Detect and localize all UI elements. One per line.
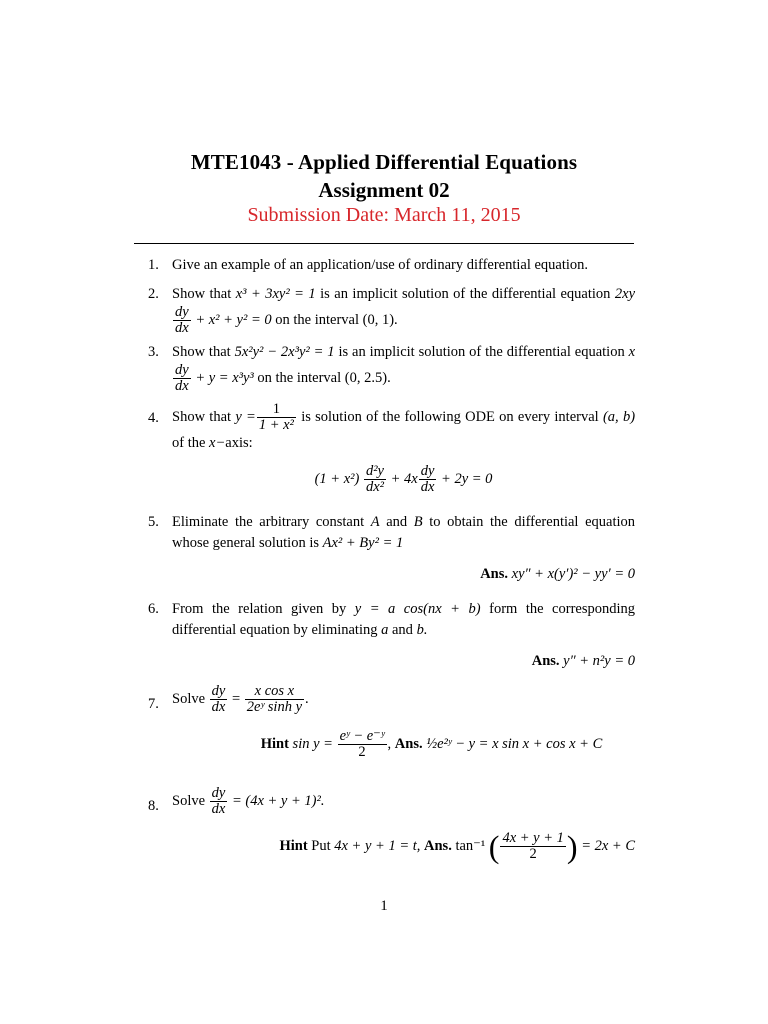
document-subtitle: Assignment 02 xyxy=(318,178,450,202)
problem-2 xyxy=(148,284,635,336)
problem-7 xyxy=(148,684,635,760)
problem-number: 6. xyxy=(148,601,159,617)
y-fraction: $\frac{1}{\text{1 + x²}}$ xyxy=(258,401,294,433)
problem-text: Solve $\frac{dy}{dx}$ = (4x + y + 1)². xyxy=(172,785,325,817)
problem-8 xyxy=(148,785,635,865)
problem-number: 8. xyxy=(148,798,159,814)
hint-answer: Hint sin y = $\frac{\text{eʸ − e⁻ʸ}}{2}$ , Ans. ½e²ʸ − y = x sin x + cos x + C xyxy=(260,728,603,760)
header-divider xyxy=(134,243,634,244)
problem-5 xyxy=(148,512,635,585)
problem-text: From the relation given by y = a cos(nx + b) form the corresponding differential equation by eliminating a and b. xyxy=(172,601,636,638)
submission-date: Submission Date: March 11, 2015 xyxy=(247,204,521,226)
dydx-fraction: $\frac{dy}{dx}$ xyxy=(175,304,189,336)
answer: Ans. xy″ + x(y′)² − yy′ = 0 xyxy=(480,566,635,582)
problem-text: Eliminate the arbitrary constant A and B to obtain the differential equation whose general solution is Ax² + By² = 1 xyxy=(172,514,635,551)
problem-number: 2. xyxy=(148,286,159,302)
problem-text: Give an example of an application/use of ordinary differential equation. xyxy=(172,257,589,273)
problem-1 xyxy=(148,255,635,276)
answer: Ans. y″ + n²y = 0 xyxy=(531,653,635,669)
page-number: 1 xyxy=(380,898,388,914)
problem-4 xyxy=(148,402,635,495)
document-title: MTE1043 - Applied Differential Equations xyxy=(190,150,578,174)
problem-3 xyxy=(148,342,635,394)
problem-text: Solve $\frac{dy}{dx}$ = $\frac{\text{x cos x}}{\text{2eʸ sinh y}}$ . xyxy=(172,683,309,715)
problem-number: 7. xyxy=(148,696,159,712)
problem-number: 1. xyxy=(148,257,159,273)
problem-text: Show that 5x²y² − 2x³y² = 1 is an implicit solution of the differential equation x $\frac{dy}{dx}$ + y = x³y³ on the interval (0, 2.5). xyxy=(172,344,636,394)
ode-equation: (1 + x²) $\frac{\text{d²y}}{\text{dx²}}$ + 4x $\frac{dy}{dx}$ + 2y = 0 xyxy=(314,463,493,495)
problem-text: Show that y = $\frac{1}{\text{1 + x²}}$ is solution of the following ODE on every interval (a, b) of the x−axis: xyxy=(172,401,636,451)
dydx-fraction: $\frac{dy}{dx}$ xyxy=(175,362,189,394)
problem-number: 3. xyxy=(148,344,159,360)
hint-answer: Hint Put 4x + y + 1 = t, Ans. tan⁻¹ ( $\frac{4x + y + 1}{2}$ ) = 2x + C xyxy=(279,828,635,865)
problem-6 xyxy=(148,599,635,672)
problem-number: 5. xyxy=(148,514,159,530)
problem-number: 4. xyxy=(148,410,159,426)
problem-text: Show that x³ + 3xy² = 1 is an implicit solution of the differential equation 2xy $\frac{dy}{dx}$ + x² + y² = 0 on the interval (0, 1). xyxy=(172,286,636,336)
